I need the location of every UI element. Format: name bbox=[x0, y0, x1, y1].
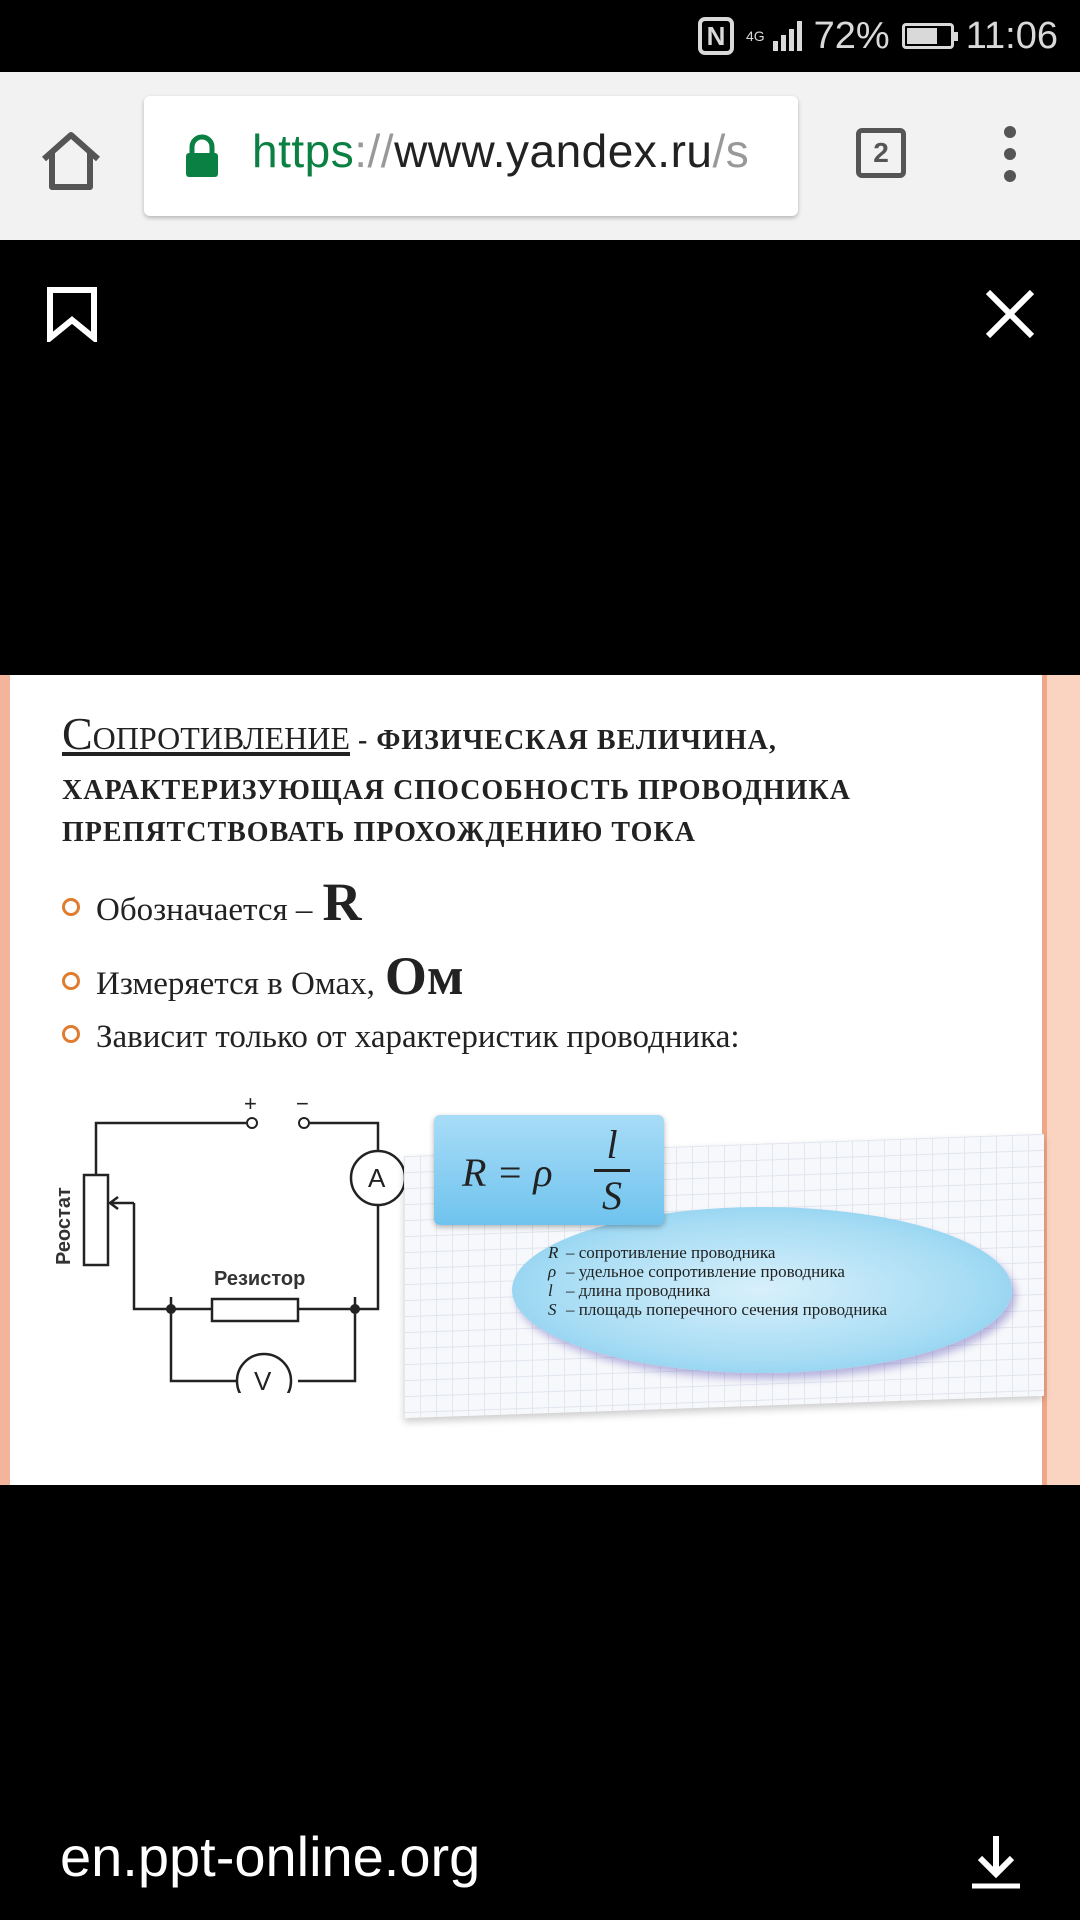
voltmeter-label: V bbox=[254, 1366, 272, 1393]
formula-panel bbox=[398, 1105, 1048, 1415]
formula-lhs: R = ρ bbox=[462, 1150, 553, 1195]
bullet-icon bbox=[62, 898, 80, 916]
url-text: https://www.yandex.ru/s bbox=[252, 125, 750, 177]
slide-image bbox=[0, 675, 1080, 1485]
network-type: 4G bbox=[745, 28, 765, 44]
more-menu-icon[interactable] bbox=[990, 122, 1030, 186]
title-term: Сопротивление bbox=[62, 708, 350, 759]
resistor-label: Резистор bbox=[214, 1268, 306, 1290]
bullet-list bbox=[62, 871, 740, 1068]
list-item: Обозначается – R bbox=[62, 871, 740, 933]
rheostat-slider bbox=[110, 1197, 134, 1209]
terminal-minus bbox=[299, 1118, 309, 1128]
ammeter-label: A bbox=[368, 1163, 386, 1193]
signal-icon bbox=[773, 21, 802, 51]
close-icon[interactable] bbox=[984, 288, 1036, 340]
rheostat-label: Реостат bbox=[53, 1187, 75, 1265]
title-def-3: ПРЕПЯТСТВОВАТЬ ПРОХОЖДЕНИЮ ТОКА bbox=[62, 817, 696, 848]
status-bar bbox=[0, 0, 1080, 72]
home-icon[interactable] bbox=[38, 127, 104, 193]
tab-switcher-button[interactable]: 2 bbox=[856, 128, 906, 178]
resistance-formula bbox=[434, 1115, 664, 1225]
terminal-plus bbox=[247, 1118, 257, 1128]
browser-toolbar bbox=[0, 72, 1080, 240]
minus-label: − bbox=[296, 1093, 309, 1116]
battery-icon bbox=[902, 23, 954, 49]
rheostat bbox=[84, 1175, 108, 1265]
list-item: Измеряется в Омах, Ом bbox=[62, 945, 740, 1007]
lock-icon bbox=[184, 134, 220, 178]
download-icon[interactable] bbox=[970, 1832, 1022, 1890]
slide-title: Сопротивление - ФИЗИЧЕСКАЯ ВЕЛИЧИНА, ХАРАКТЕРИЗУЮЩАЯ СПОСОБНОСТЬ ПРОВОДНИКА ПРЕПЯТСТВОВАТЬ ПРОХОЖДЕНИЮ ТОКА bbox=[62, 705, 962, 854]
bookmark-icon[interactable] bbox=[46, 286, 98, 342]
battery-percent: 72% bbox=[813, 14, 890, 57]
title-def-1: ФИЗИЧЕСКАЯ ВЕЛИЧИНА, bbox=[376, 725, 777, 756]
slide-left-border bbox=[0, 675, 10, 1485]
legend-item: R – сопротивление проводника bbox=[548, 1243, 776, 1262]
url-bar[interactable] bbox=[144, 96, 798, 216]
legend-item: S – площадь поперечного сечения проводника bbox=[548, 1300, 888, 1319]
bullet-icon bbox=[62, 1025, 80, 1043]
clock: 11:06 bbox=[965, 14, 1058, 57]
formula-denominator: S bbox=[602, 1173, 622, 1218]
bullet-icon bbox=[62, 972, 80, 990]
resistor bbox=[212, 1299, 298, 1321]
plus-label: + bbox=[244, 1093, 257, 1116]
source-site-link[interactable]: en.ppt-online.org bbox=[60, 1825, 481, 1888]
junction-right bbox=[350, 1304, 360, 1314]
list-item: Зависит только от характеристик проводника: bbox=[62, 1019, 740, 1056]
formula-fraction bbox=[594, 1123, 630, 1218]
circuit-diagram bbox=[48, 1093, 428, 1393]
legend-item: l – длина проводника bbox=[548, 1281, 711, 1300]
status-icons bbox=[698, 12, 1058, 60]
junction-left bbox=[166, 1304, 176, 1314]
legend-item: ρ – удельное сопротивление проводника bbox=[548, 1262, 845, 1281]
nfc-icon: N bbox=[698, 17, 734, 55]
formula-legend bbox=[548, 1243, 887, 1319]
formula-numerator: l bbox=[606, 1122, 618, 1167]
title-def-2: ХАРАКТЕРИЗУЮЩАЯ СПОСОБНОСТЬ ПРОВОДНИКА bbox=[62, 775, 851, 806]
